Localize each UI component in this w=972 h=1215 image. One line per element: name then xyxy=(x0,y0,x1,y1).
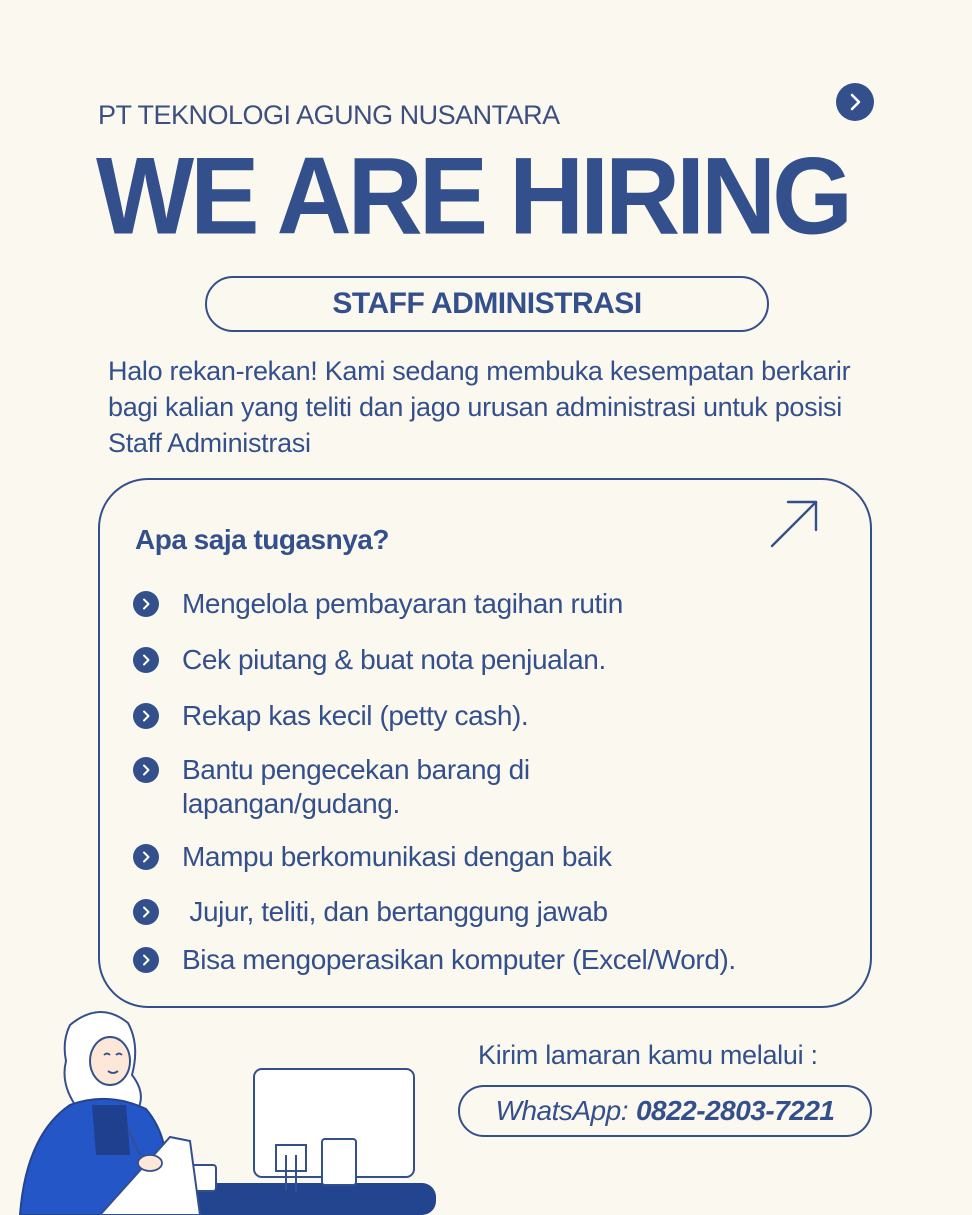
chevron-bullet-icon xyxy=(133,703,159,729)
contact-label: Kirim lamaran kamu melalui : xyxy=(478,1040,818,1070)
position-title-pill xyxy=(205,276,769,332)
task-item-text: Bisa mengoperasikan komputer (Excel/Word). xyxy=(182,944,736,975)
chevron-right-icon xyxy=(836,83,874,121)
chevron-bullet-icon xyxy=(133,757,159,783)
arrow-up-right-icon xyxy=(768,498,820,550)
task-item-text: Mengelola pembayaran tagihan rutin xyxy=(182,588,623,619)
whatsapp-number: 0822-2803-7221 xyxy=(635,1095,835,1126)
chevron-bullet-icon xyxy=(133,947,159,973)
whatsapp-contact-pill[interactable] xyxy=(458,1085,872,1137)
next-button[interactable] xyxy=(836,83,874,121)
task-item-text: Rekap kas kecil (petty cash). xyxy=(182,700,529,731)
position-title: STAFF ADMINISTRASI xyxy=(332,287,642,320)
chevron-bullet-icon xyxy=(133,591,159,617)
task-item xyxy=(133,840,833,874)
company-name: PT TEKNOLOGI AGUNG NUSANTARA xyxy=(98,100,560,130)
task-item-text: Bantu pengecekan barang di lapangan/gudang. xyxy=(182,754,530,819)
task-item xyxy=(133,643,833,677)
task-heading: Apa saja tugasnya? xyxy=(135,524,389,555)
chevron-bullet-icon xyxy=(133,647,159,673)
chevron-bullet-icon xyxy=(133,844,159,870)
woman-at-computer-illustration xyxy=(0,1005,450,1215)
task-item-text: Jujur, teliti, dan bertanggung jawab xyxy=(182,896,608,927)
task-item-text: Mampu berkomunikasi dengan baik xyxy=(182,841,612,872)
task-item xyxy=(133,699,833,733)
task-item-text: Cek piutang & buat nota penjualan. xyxy=(182,644,606,675)
intro-text: Halo rekan-rekan! Kami sedang membuka kesempatan berkarir bagi kalian yang teliti dan jago urusan administrasi untuk posisi Staff Administrasi xyxy=(108,356,851,458)
task-item xyxy=(133,895,833,929)
task-item xyxy=(133,943,833,977)
chevron-bullet-icon xyxy=(133,899,159,925)
headline: WE ARE HIRING xyxy=(96,135,850,258)
task-item xyxy=(133,753,833,821)
task-item xyxy=(133,587,833,621)
whatsapp-label: WhatsApp: xyxy=(495,1095,628,1126)
